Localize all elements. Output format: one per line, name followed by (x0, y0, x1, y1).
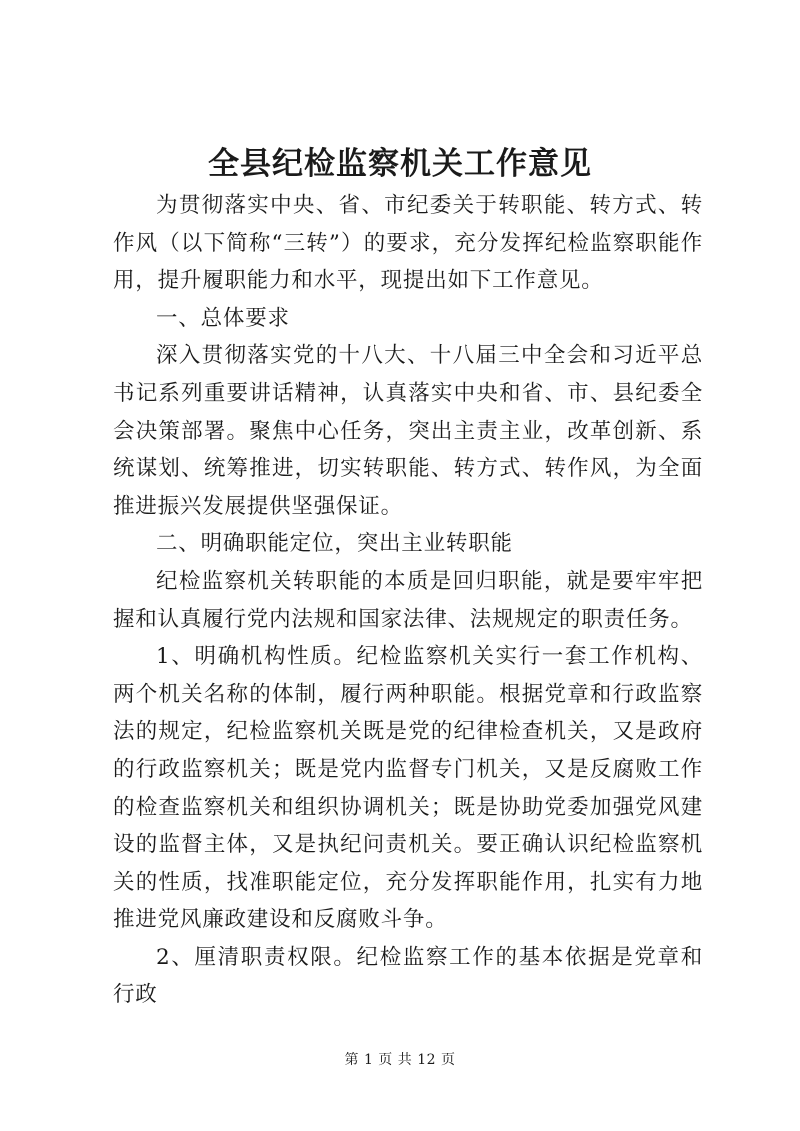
section-1-paragraph: 深入贯彻落实党的十八大、十八届三中全会和习近平总书记系列重要讲话精神，认真落实中央和省、市、县纪委全会决策部署。聚焦中心任务，突出主责主业，改革创新、系统谋划、统筹推进，切实转职能、转方式、转作风，为全面推进振兴发展提供坚强保证。 (113, 343, 703, 519)
intro-paragraph: 为贯彻落实中央、省、市纪委关于转职能、转方式、转作风（以下简称“三转”）的要求，充分发挥纪检监察职能作用，提升履职能力和水平，现提出如下工作意见。 (113, 193, 703, 294)
section-2-paragraph: 纪检监察机关转职能的本质是回归职能，就是要牢牢把握和认真履行党内法规和国家法律、法规规定的职责任务。 (113, 568, 703, 632)
section-heading-1: 一、总体要求 (156, 305, 290, 331)
item-1-paragraph: 1、明确机构性质。纪检监察机关实行一套工作机构、两个机关名称的体制，履行两种职能。根据党章和行政监察法的规定，纪检监察机关既是党的纪律检查机关，又是政府的行政监察机关；既是党内监督专门机关，又是反腐败工作的检查监察机关和组织协调机关；既是协助党委加强党风建设的监督主体，又是执纪问责机关。要正确认识纪检监察机关的性质，找准职能定位，充分发挥职能作用，扎实有力地推进党风廉政建设和反腐败斗争。 (113, 644, 703, 933)
page-footer: 第 1 页 共 12 页 (344, 1052, 456, 1068)
item-2-paragraph: 2、厘清职责权限。纪检监察工作的基本依据是党章和行政 (113, 944, 703, 1008)
document-title: 全县纪检监察机关工作意见 (208, 146, 592, 182)
document-body (113, 187, 703, 1014)
section-heading-2: 二、明确职能定位，突出主业转职能 (156, 531, 513, 557)
